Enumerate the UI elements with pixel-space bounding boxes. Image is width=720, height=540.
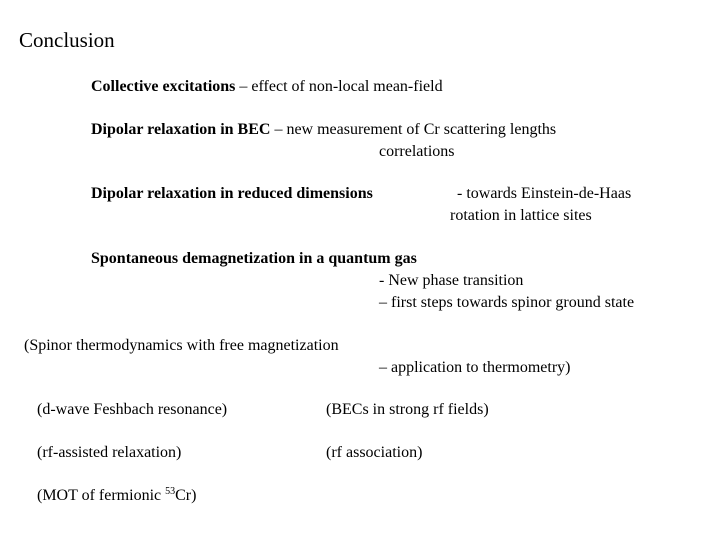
item-heading-spontaneous-demagnetization: Spontaneous demagnetization in a quantum gas xyxy=(91,250,417,267)
dwave-feshbach-item: (d-wave Feshbach resonance) xyxy=(37,401,228,418)
item-heading-reduced-dimensions: Dipolar relaxation in reduced dimensions xyxy=(91,185,373,202)
item-detail-spinor-ground-state: – first steps towards spinor ground state xyxy=(379,294,635,311)
spinor-thermodynamics-line: (Spinor thermodynamics with free magnetization xyxy=(24,337,339,354)
mot-suffix: Cr) xyxy=(175,487,197,504)
item-detail-lattice-rotation: rotation in lattice sites xyxy=(450,207,592,224)
item-detail-einstein-de-haas: - towards Einstein-de-Haas xyxy=(457,185,632,202)
item-heading: Collective excitations xyxy=(91,78,236,95)
mot-prefix: (MOT of fermionic xyxy=(37,487,166,504)
becs-rf-fields-item: (BECs in strong rf fields) xyxy=(326,401,489,418)
item-heading: Dipolar relaxation in BEC xyxy=(91,121,271,138)
mot-isotope-number: 53 xyxy=(165,486,176,497)
thermometry-application-line: – application to thermometry) xyxy=(379,359,571,376)
rf-assisted-relaxation-item: (rf-assisted relaxation) xyxy=(37,444,182,461)
item-detail: – effect of non-local mean-field xyxy=(235,78,443,95)
item-dipolar-relaxation-bec xyxy=(91,120,556,140)
item-detail: – new measurement of Cr scattering lengths xyxy=(270,121,557,138)
page-title: Conclusion xyxy=(19,28,115,52)
rf-association-item: (rf association) xyxy=(326,444,423,461)
item-collective-excitations xyxy=(91,77,443,97)
mot-fermionic-item xyxy=(37,486,196,506)
item-detail-phase-transition: - New phase transition xyxy=(379,272,524,289)
item-detail-continuation: correlations xyxy=(379,143,455,160)
